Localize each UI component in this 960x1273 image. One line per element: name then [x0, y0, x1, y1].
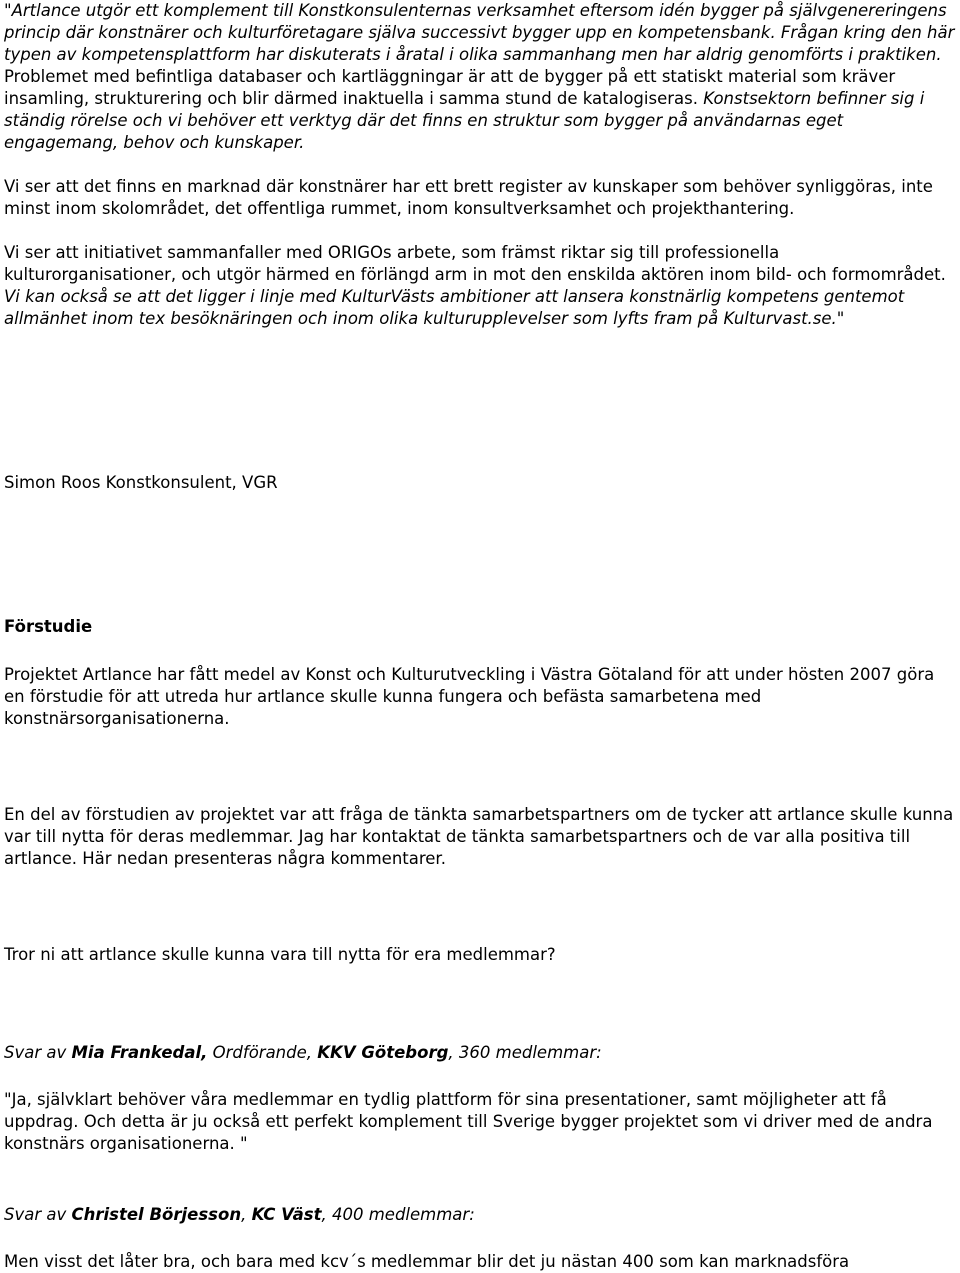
quote-p3-part-a: Vi ser att initiativet sammanfaller med ORIGOs arbete, som främst riktar sig till professionella kulturorganisationer, och utgör härmed en förlängd arm in mot den enskilda aktören inom bild- och formområdet.: [4, 243, 946, 284]
answer-2-org: KC Väst: [251, 1205, 322, 1224]
quote-block: [4, 0, 956, 330]
quote-signature: Simon Roos Konstkonsulent, VGR: [4, 473, 278, 492]
answer-2-text: Men visst det låter bra, och bara med kcv´s medlemmar blir det ju nästan 400 som kan marknadsföra: [4, 1252, 850, 1271]
forstudie-paragraph: Projektet Artlance har fått medel av Konst och Kulturutveckling i Västra Götaland för att under hösten 2007 göra en förstudie för att utreda hur artlance skulle kunna fungera och befästa samarbetena med konstnärsorganisationerna.: [4, 665, 935, 728]
quote-p1-part-b: Problemet med befintliga databaser och kartläggningar är att de bygger på ett statiskt material som kräver insamling, strukturering och blir därmed inaktuella i samma stund de katalogiseras.: [4, 67, 896, 108]
answer-1-role: Ordförande,: [207, 1043, 318, 1062]
answer-2-prefix: Svar av: [4, 1205, 72, 1224]
quote-p1-part-c: Konstsektorn befinner sig i ständig rörelse och vi behöver ett verktyg där det finns en struktur som bygger på användarnas eget engagemang, behov och kunskaper.: [4, 89, 925, 152]
answer-1-prefix: Svar av: [4, 1043, 72, 1062]
answer-1-name: Mia Frankedal,: [71, 1043, 208, 1062]
answer-2-name: Christel Börjesson: [71, 1205, 242, 1224]
quote-paragraph-2: [4, 176, 956, 220]
answer-2-intro: [4, 1204, 475, 1226]
quote-p2-text: Vi ser att det finns en marknad där konstnärer har ett brett register av kunskaper som behöver synliggöras, inte minst inom skolområdet, det offentliga rummet, inom konsultverksamhet och projekthantering.: [4, 177, 933, 218]
answer-1-org: KKV Göteborg: [317, 1043, 449, 1062]
quote-paragraph-1: [4, 0, 956, 154]
survey-paragraph: En del av förstudien av projektet var att fråga de tänkta samarbetspartners om de tycker att artlance skulle kunna var till nytta för deras medlemmar. Jag har kontaktat de tänkta samarbetspartners och de var alla positiva till artlance. Här nedan presenteras några kommentarer.: [4, 805, 954, 868]
answer-1-intro: [4, 1042, 602, 1064]
survey-question: Tror ni att artlance skulle kunna vara till nytta för era medlemmar?: [4, 945, 556, 964]
quote-paragraph-3: [4, 242, 956, 330]
answer-1-members: , 360 medlemmar:: [448, 1043, 602, 1062]
answer-2-members: , 400 medlemmar:: [321, 1205, 475, 1224]
answer-2-sep: ,: [241, 1205, 252, 1224]
section-heading: Förstudie: [4, 617, 93, 636]
quote-p3-part-b: Vi kan också se att det ligger i linje med KulturVästs ambitioner att lansera konstnärlig kompetens gentemot allmänhet inom tex besöknäringen och inom olika kulturupplevelser som lyfts fram på Kulturvast.se.": [4, 287, 905, 328]
quote-p1-part-a: "Artlance utgör ett komplement till Konstkonsulenternas verksamhet eftersom idén bygger på självgenereringens princip där konstnärer och kulturföretagare själva successivt bygger upp en kompetensbank. Frågan kring den här typen av kompetensplattform har diskuterats i åratal i olika sammanhang men har aldrig genomförts i praktiken.: [4, 1, 955, 64]
answer-1-text: "Ja, självklart behöver våra medlemmar en tydlig plattform för sina presentationer, samt möjligheter att få uppdrag. Och detta är ju också ett perfekt komplement till Sverige bygger projektet som vi driver med de andra konstnärs organisationerna. ": [4, 1090, 933, 1153]
